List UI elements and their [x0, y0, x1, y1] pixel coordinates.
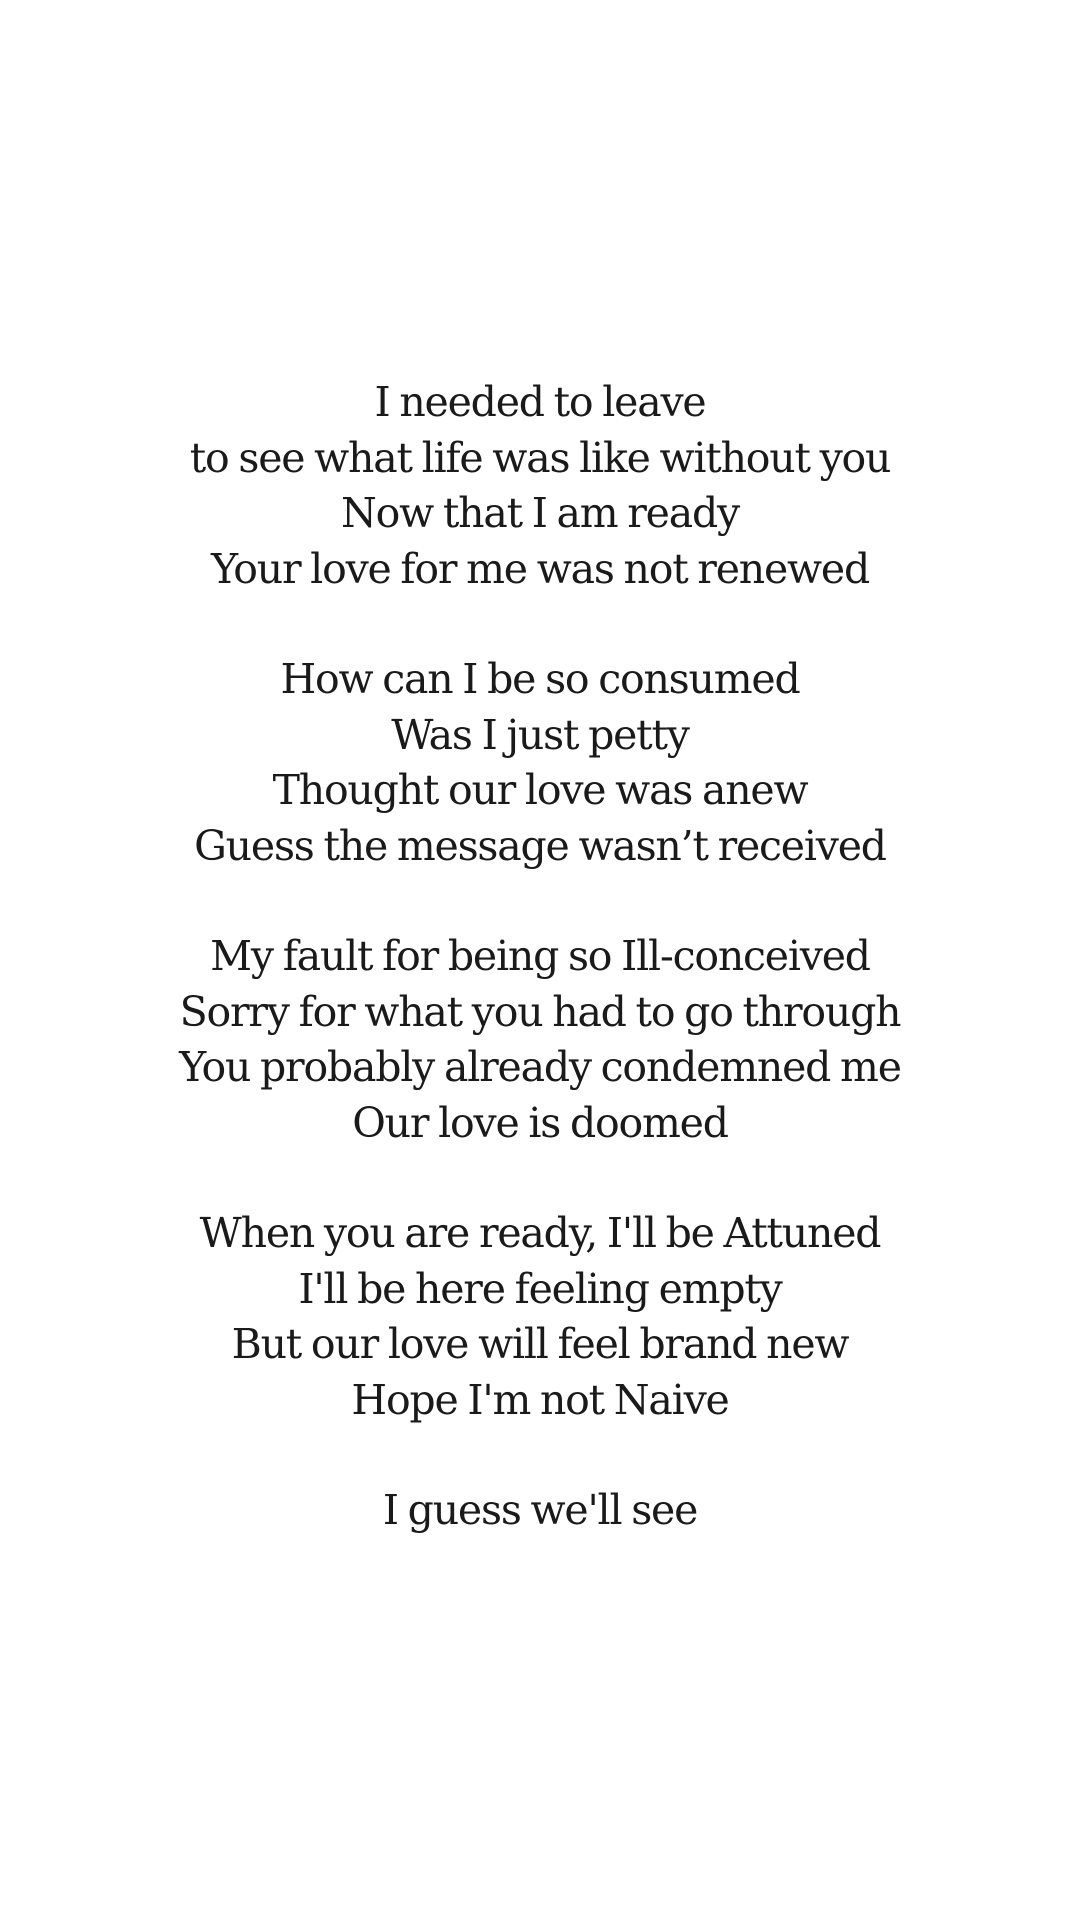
poem-line: to see what life was like without you	[189, 433, 891, 482]
poem-line: Our love is doomed	[352, 1098, 728, 1147]
stanza-1	[0, 375, 1080, 597]
poem-body	[0, 375, 1080, 1594]
poem-line: Sorry for what you had to go through	[179, 987, 901, 1036]
poem-line: When you are ready, I'll be Attuned	[199, 1209, 881, 1257]
stanza-4	[0, 1206, 1080, 1428]
poem-line: Was I just petty	[391, 710, 689, 759]
poem-line: My fault for being so Ill-conceived	[210, 932, 870, 980]
poem-line: Hope I'm not Naive	[351, 1375, 729, 1424]
poem-line: You probably already condemned me	[179, 1043, 901, 1091]
stanza-2	[0, 652, 1080, 874]
poem-line: How can I be so consumed	[280, 655, 800, 703]
stanza-5	[0, 1483, 1080, 1539]
poem-line: I guess we'll see	[382, 1486, 698, 1534]
poem-line: Thought our love was anew	[272, 766, 808, 814]
poem-line: I needed to leave	[374, 378, 706, 426]
stanza-3	[0, 929, 1080, 1151]
poem-line: Now that I am ready	[340, 489, 740, 537]
poem-line: Guess the message wasn’t received	[194, 821, 886, 870]
poem-line: But our love will feel brand new	[231, 1320, 849, 1368]
poem-line: Your love for me was not renewed	[210, 544, 870, 593]
poem-line: I'll be here feeling empty	[298, 1264, 782, 1313]
